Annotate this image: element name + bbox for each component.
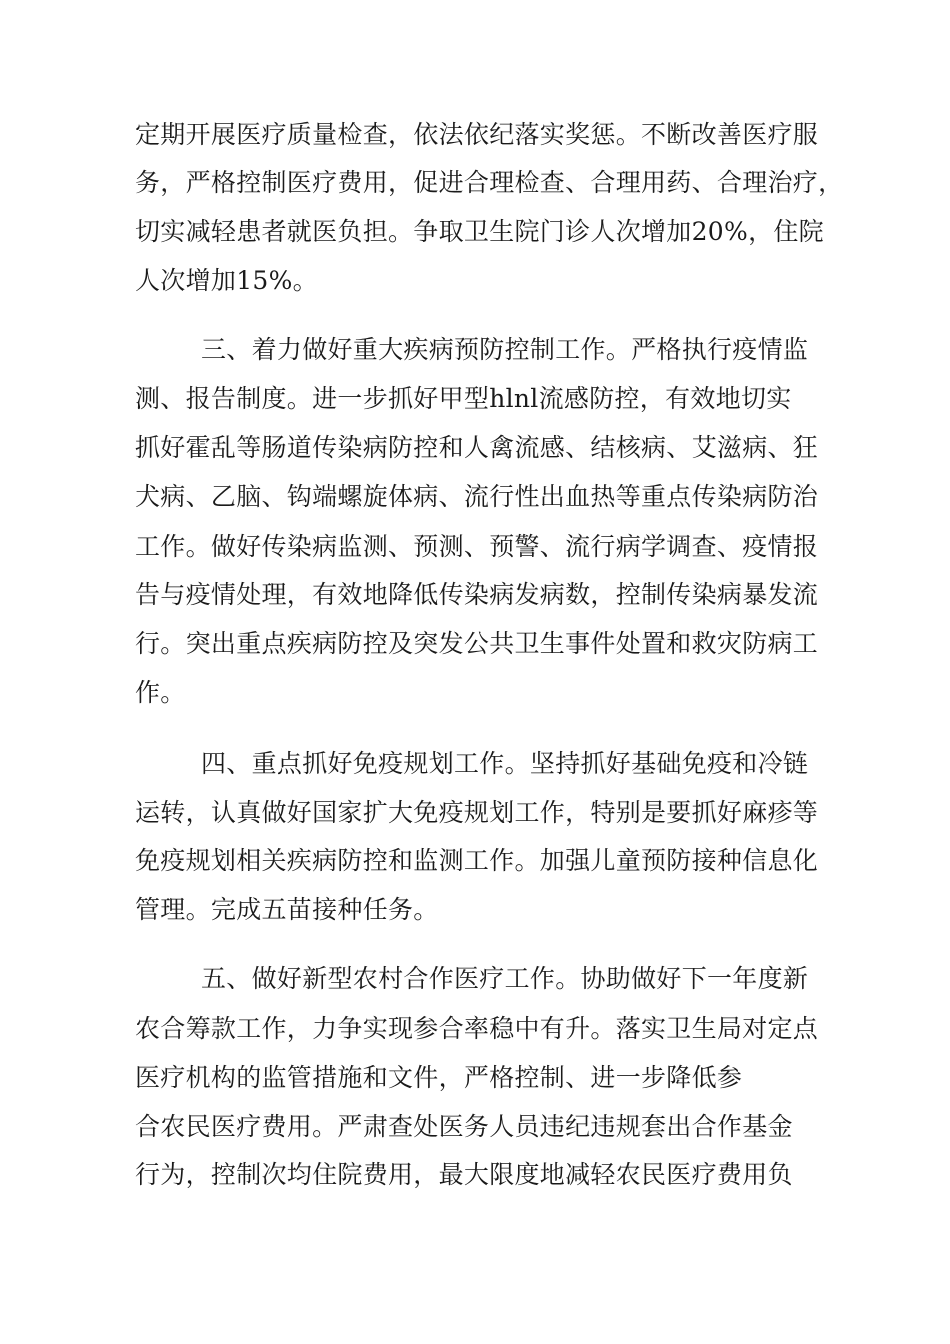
text-line: 农合筹款工作，力争实现参合率稳中有升。落实卫生局对定点 [135, 1014, 819, 1043]
text-line: 行。突出重点疾病防控及突发公共卫生事件处置和救灾防病工 [135, 629, 819, 658]
text-line: 工作。做好传染病监测、预测、预警、流行病学调查、疫情报 [135, 532, 819, 561]
text-line: 务，严格控制医疗费用，促进合理检查、合理用药、合理治疗， [135, 168, 844, 197]
text-line: 测、报告制度。进一步抓好甲型hlnl流感防控，有效地切实 [135, 384, 792, 413]
text-line: 犬病、乙脑、钩端螺旋体病、流行性出血热等重点传染病防治 [135, 482, 819, 511]
text-line: 行为，控制次均住院费用，最大限度地减轻农民医疗费用负 [135, 1160, 793, 1189]
text-line: 告与疫情处理，有效地降低传染病发病数，控制传染病暴发流 [135, 580, 819, 609]
text-line: 管理。完成五苗接种任务。 [135, 895, 439, 924]
text-line: 免疫规划相关疾病防控和监测工作。加强儿童预防接种信息化 [135, 846, 819, 875]
section-five-heading-line: 五、做好新型农村合作医疗工作。协助做好下一年度新 [201, 964, 809, 993]
text-line: 医疗机构的监管措施和文件，严格控制、进一步降低参 [135, 1063, 743, 1092]
text-line: 定期开展医疗质量检查，依法依纪落实奖惩。不断改善医疗服 [135, 120, 819, 149]
section-three-heading-line: 三、着力做好重大疾病预防控制工作。严格执行疫情监 [201, 335, 809, 364]
text-line: 抓好霍乱等肠道传染病防控和人禽流感、结核病、艾滋病、狂 [135, 433, 819, 462]
text-line: 运转，认真做好国家扩大免疫规划工作，特别是要抓好麻疹等 [135, 798, 819, 827]
text-line: 合农民医疗费用。严肃查处医务人员违纪违规套出合作基金 [135, 1112, 793, 1141]
section-four-heading-line: 四、重点抓好免疫规划工作。坚持抓好基础免疫和冷链 [201, 749, 809, 778]
text-line: 切实减轻患者就医负担。争取卫生院门诊人次增加20%，住院 [135, 217, 824, 246]
text-line: 作。 [135, 678, 186, 707]
text-line: 人次增加15%。 [135, 266, 318, 295]
